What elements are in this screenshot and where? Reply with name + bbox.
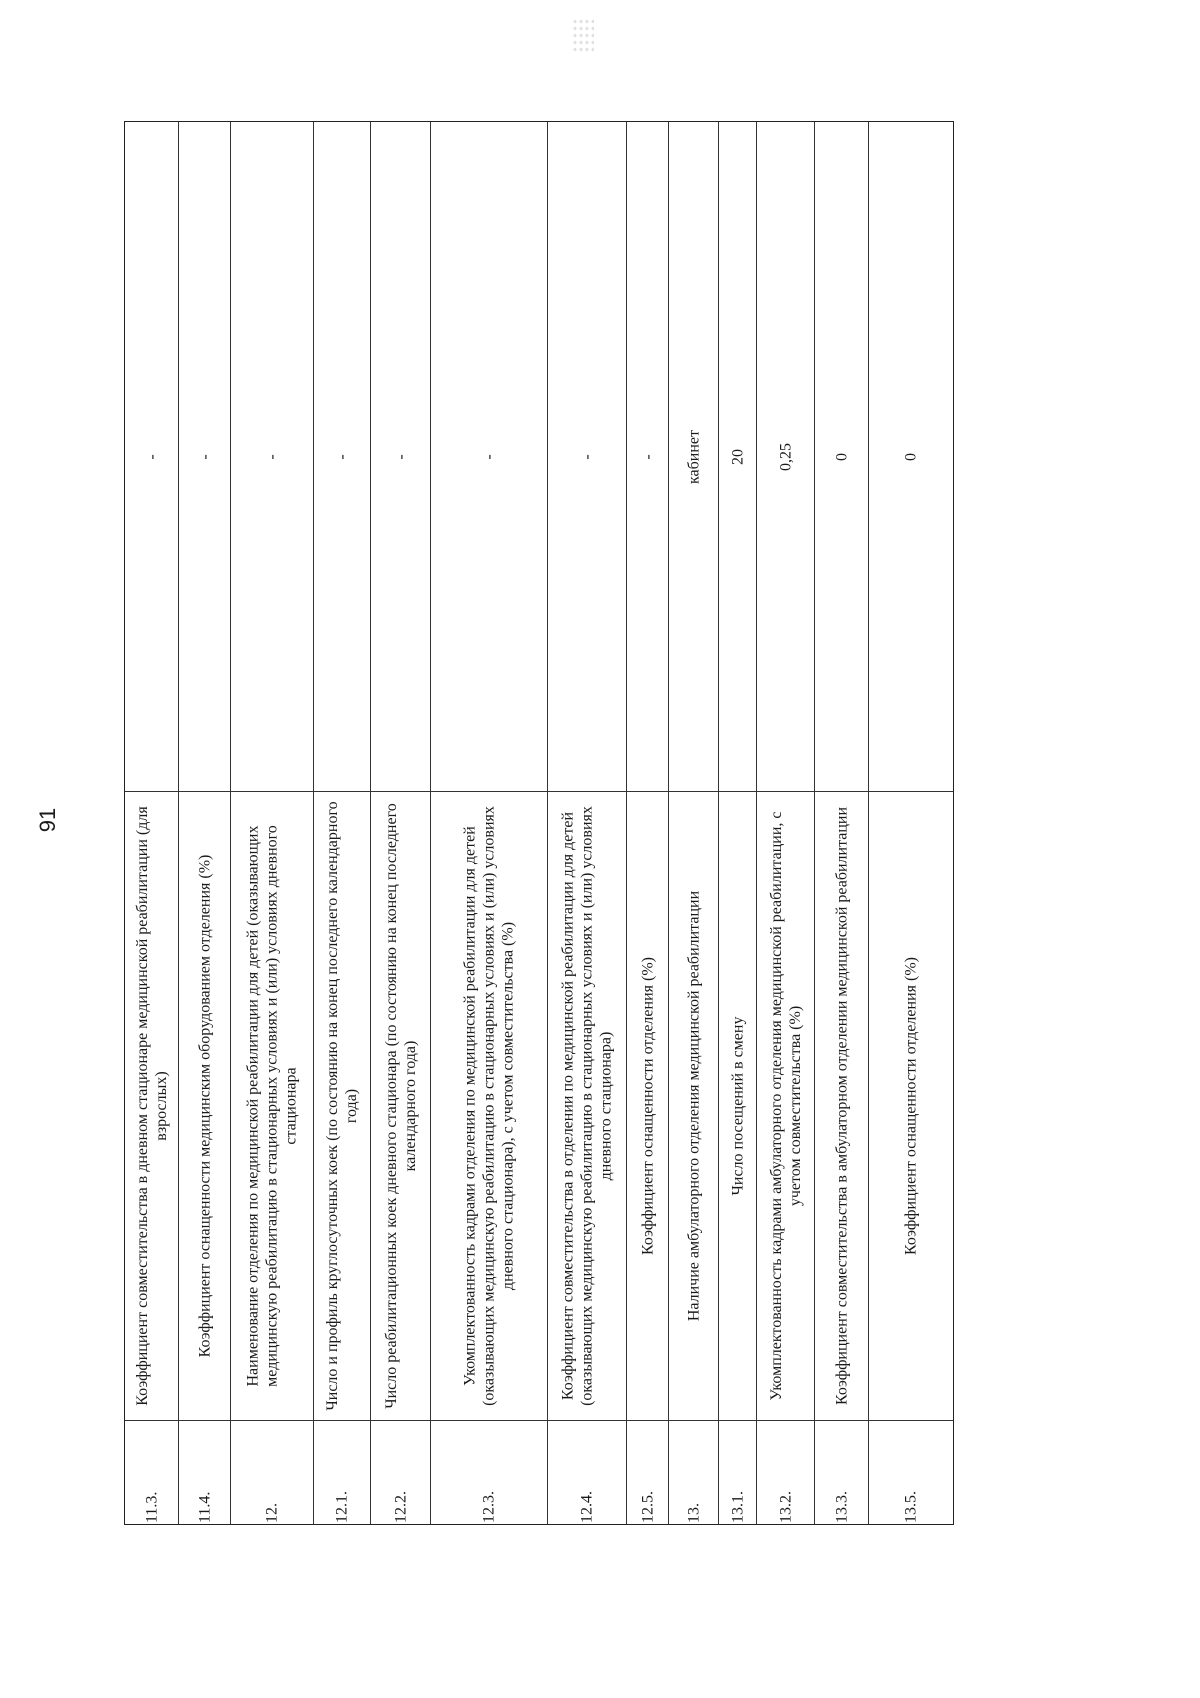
row-number-cell: 12.5. — [627, 1420, 668, 1524]
description-cell: Число и профиль круглосуточных коек (по состоянию на конец последнего календарного года) — [314, 791, 370, 1420]
page-number: 91 — [35, 807, 60, 833]
row-number-cell: 13.3. — [815, 1420, 868, 1524]
table-row — [757, 122, 815, 1524]
description-cell: Укомплектованность кадрами амбулаторного отделения медицинской реабилитации, с учетом совместительства (%) — [757, 791, 814, 1420]
value-cell: 0 — [833, 452, 850, 461]
row-number-cell: 11.4. — [179, 1420, 230, 1524]
value-cell: - — [196, 453, 213, 460]
description-cell: Наименование отделения по медицинской реабилитации для детей (оказывающих медицинскую реабилитацию в стационарных условиях и (или) условиях дневного стационара — [231, 791, 313, 1420]
value-cell: 0,25 — [777, 442, 794, 471]
value-cell: - — [480, 453, 498, 460]
row-number-cell: 13.5. — [869, 1420, 953, 1524]
row-number-cell: 11.3. — [125, 1420, 178, 1524]
table-row — [719, 122, 757, 1524]
table-row — [815, 122, 869, 1524]
description-cell: Наличие амбулаторного отделения медицинской реабилитации — [669, 791, 718, 1420]
row-number-cell: 12.1. — [314, 1420, 370, 1524]
row-number-cell: 12. — [231, 1420, 313, 1524]
table-row — [548, 122, 627, 1524]
table-row — [869, 122, 953, 1524]
table-row — [125, 122, 179, 1524]
table-row — [179, 122, 231, 1524]
value-cell: кабинет — [685, 429, 702, 484]
table-row — [231, 122, 314, 1524]
description-cell: Число реабилитационных коек дневного стационара (по состоянию на конец последнего календарного года) — [371, 791, 430, 1420]
table-row — [627, 122, 669, 1524]
description-cell: Укомплектованность кадрами отделения по медицинской реабилитации для детей (оказывающих медицинскую реабилитацию в стационарных условиях и (или) условиях дневного стационара), с учетом совместительства (%) — [431, 791, 547, 1420]
row-number-cell: 13.2. — [757, 1420, 814, 1524]
description-cell: Коэффициент совместительства в амбулаторном отделении медицинской реабилитации — [815, 791, 868, 1420]
value-cell: - — [578, 453, 596, 460]
scan-speck — [572, 18, 594, 52]
description-cell: Коэффициент оснащенности медицинским оборудованием отделения (%) — [179, 791, 230, 1420]
indicators-table — [124, 121, 954, 1525]
table-row — [314, 122, 371, 1524]
table-row — [669, 122, 719, 1524]
description-cell: Коэффициент совместительства в дневном стационаре медицинской реабилитации (для взрослых) — [125, 791, 178, 1420]
value-cell: 0 — [902, 452, 920, 461]
value-cell: - — [639, 453, 656, 460]
row-number-cell: 13. — [669, 1420, 718, 1524]
table-row — [431, 122, 548, 1524]
row-number-cell: 13.1. — [719, 1420, 756, 1524]
row-number-cell: 12.3. — [431, 1420, 547, 1524]
description-cell: Коэффициент оснащенности отделения (%) — [627, 791, 668, 1420]
value-cell: - — [263, 453, 281, 460]
value-cell: - — [143, 453, 160, 460]
description-cell: Коэффициент оснащенности отделения (%) — [869, 791, 953, 1420]
value-cell: 20 — [729, 448, 746, 465]
value-cell: - — [333, 453, 351, 460]
row-number-cell: 12.2. — [371, 1420, 430, 1524]
description-cell: Коэффициент совместительства в отделении по медицинской реабилитации для детей (оказывающих медицинскую реабилитацию в стационарных условиях и (или) условиях дневного стационара) — [548, 791, 626, 1420]
value-cell: - — [392, 453, 409, 460]
row-number-cell: 12.4. — [548, 1420, 626, 1524]
description-cell: Число посещений в смену — [719, 791, 756, 1420]
table-row — [371, 122, 431, 1524]
